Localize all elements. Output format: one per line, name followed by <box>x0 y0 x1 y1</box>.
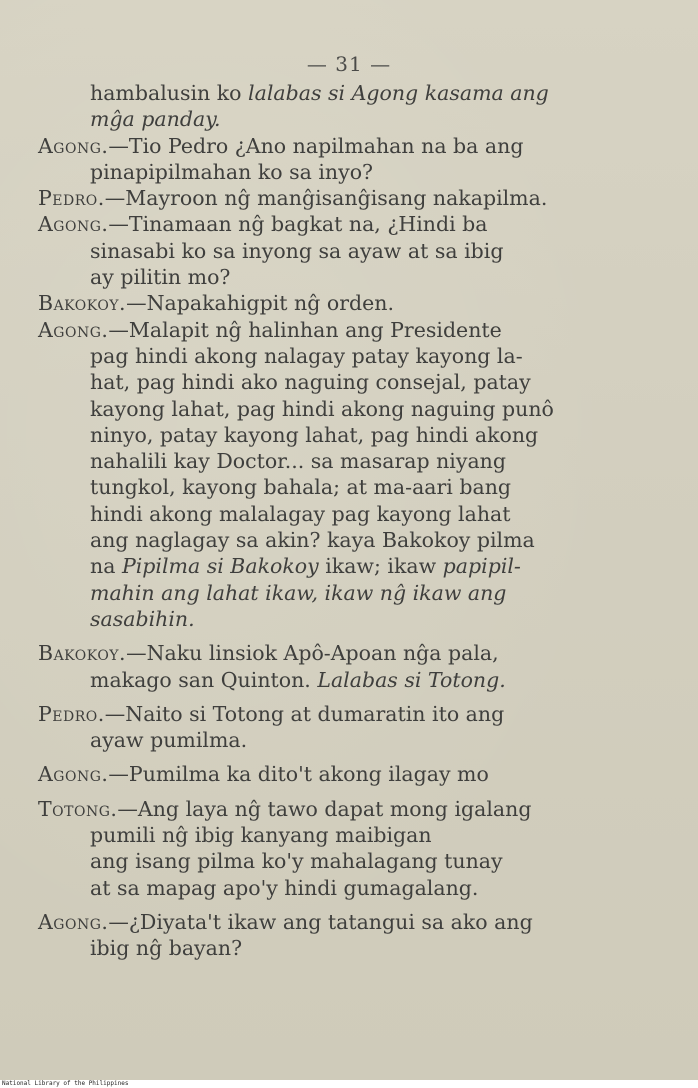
dialogue-text: —Malapit nĝ halinhan ang Presidente <box>108 317 502 342</box>
speaker-name: Bakokoy. <box>38 291 127 316</box>
dialogue-text: kayong lahat, pag hindi akong naguing punô <box>90 396 554 421</box>
spacer <box>38 753 598 761</box>
page-text <box>38 80 598 962</box>
speaker-name: Pedro. <box>38 701 105 726</box>
text-run: hambalusin ko <box>90 81 249 105</box>
dialogue-line <box>38 701 598 727</box>
dialogue-text: —¿Diyata't ikaw ang tatangui sa ako ang <box>108 909 533 934</box>
stage-direction: Pipilma si Bakokoy <box>121 554 319 579</box>
speaker-name: Agong. <box>38 317 109 342</box>
dialogue-text-mixed <box>38 667 598 693</box>
dialogue-text: sinasabi ko sa inyong sa ayaw at sa ibig <box>90 238 504 263</box>
dialogue-text-mixed <box>38 553 598 579</box>
dialogue-text: —Pumilma ka dito't akong ilagay mo <box>108 762 489 787</box>
spacer <box>38 901 598 909</box>
dialogue-text: ay pilitin mo? <box>90 265 231 290</box>
dialogue-text: tungkol, kayong bahala; at ma-aari bang <box>90 475 512 500</box>
dialogue-text: at sa mapag apo'y hindi gumagalang. <box>90 875 479 900</box>
dialogue-line <box>38 796 598 822</box>
speaker-name: Agong. <box>38 909 109 934</box>
footer-credit: National Library of the Philippines <box>2 1080 129 1087</box>
dialogue-text: —Tio Pedro ¿Ano napilmahan na ba ang <box>108 133 524 158</box>
dialogue-text: hat, pag hindi ako naguing consejal, patay <box>90 370 531 395</box>
dialogue-line <box>38 761 598 787</box>
spacer <box>38 693 598 701</box>
dialogue-text: ninyo, patay kayong lahat, pag hindi akong <box>90 422 539 447</box>
dialogue-text: ang naglagay sa akin? kaya Bakokoy pilma <box>90 528 535 553</box>
dialogue-text: —Tinamaan nĝ bagkat na, ¿Hindi ba <box>108 212 488 237</box>
spacer <box>38 788 598 796</box>
text-run: ikaw; ikaw <box>318 554 443 579</box>
dialogue-text: —Ang laya nĝ tawo dapat mong igalang <box>117 796 532 821</box>
stage-direction: lalabas si Agong kasama ang <box>248 81 549 105</box>
spacer <box>38 632 598 640</box>
dialogue-text: ibig nĝ bayan? <box>90 936 243 961</box>
speaker-name: Agong. <box>38 212 109 237</box>
dialogue-text: nahalili kay Doctor... sa masarap niyang <box>90 449 506 474</box>
dialogue-line <box>38 211 598 237</box>
dialogue-line <box>38 290 598 316</box>
dialogue-line <box>38 640 598 666</box>
dialogue-text: —Napakahigpit nĝ orden. <box>126 291 394 316</box>
emphasis-text: sasabihin. <box>90 606 195 631</box>
footer-bar <box>0 1080 698 1088</box>
dialogue-line <box>38 133 598 159</box>
speaker-name: Agong. <box>38 762 109 787</box>
stage-direction: Lalabas si Totong. <box>317 667 506 692</box>
dialogue-text: ayaw pumilma. <box>90 728 248 753</box>
dialogue-text: pinapipilmahan ko sa inyo? <box>90 159 374 184</box>
dialogue-text: hindi akong malalagay pag kayong lahat <box>90 501 511 526</box>
text-run: na <box>90 554 122 579</box>
stage-direction: mĝa panday. <box>90 107 221 132</box>
emphasis-text: mahin ang lahat ikaw, ikaw nĝ ikaw ang <box>90 580 507 605</box>
dialogue-text: —Mayroon nĝ manĝisanĝisang nakapilma. <box>104 186 548 211</box>
speaker-name: Agong. <box>38 133 109 158</box>
dialogue-line <box>38 185 598 211</box>
dialogue-text: pag hindi akong nalagay patay kayong la- <box>90 343 523 368</box>
dialogue-text: —Naito si Totong at dumaratin ito ang <box>104 701 505 726</box>
dialogue-text: pumili nĝ ibig kanyang maibigan <box>90 823 432 848</box>
dialogue-line <box>38 909 598 935</box>
dialogue-line <box>38 317 598 343</box>
text-run: makago san Quinton. <box>90 667 318 692</box>
dialogue-text: —Naku linsiok Apô-Apoan nĝa pala, <box>126 641 499 666</box>
speaker-name: Bakokoy. <box>38 641 127 666</box>
emphasis-text: papipil- <box>442 554 521 579</box>
page-number: — 31 — <box>306 52 392 76</box>
dialogue-text: ang isang pilma ko'y mahalagang tunay <box>90 849 503 874</box>
speaker-name: Totong. <box>38 796 118 821</box>
text-line <box>38 80 598 106</box>
speaker-name: Pedro. <box>38 186 105 211</box>
